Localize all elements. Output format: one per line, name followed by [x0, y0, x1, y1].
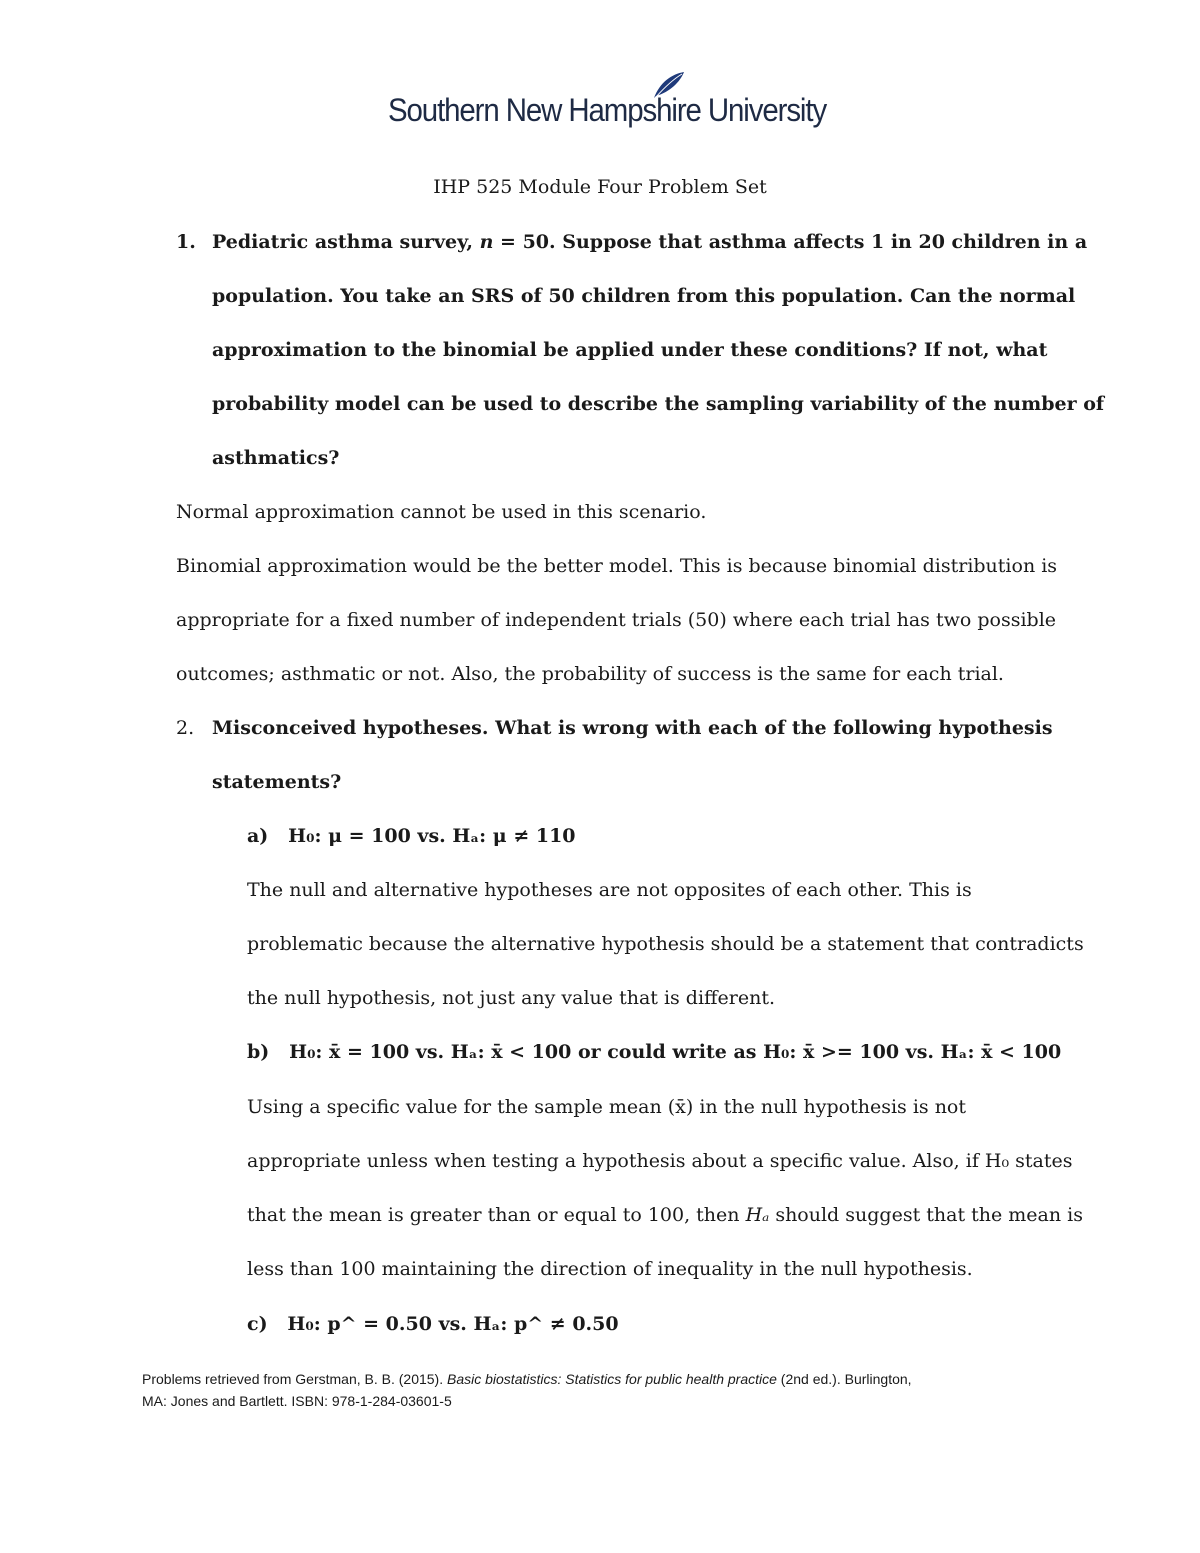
q2c-hypothesis: [247, 1297, 619, 1351]
q2a-hypothesis: [247, 809, 576, 863]
answer-line: outcomes; asthmatic or not. Also, the probability of success is the same for each trial.: [176, 663, 1004, 685]
footer-post: (2nd ed.). Burlington,: [776, 1371, 912, 1387]
answer-line: Binomial approximation would be the better model. This is because binomial distribution is: [176, 555, 1058, 577]
footer-pre: Problems retrieved from Gerstman, B. B. (2015).: [142, 1371, 447, 1387]
q2b-hypothesis: [247, 1025, 1061, 1079]
university-logo: [388, 70, 827, 140]
answer-line: The null and alternative hypotheses are not opposites of each other. This is: [247, 879, 972, 901]
answer-line: appropriate for a fixed number of independent trials (50) where each trial has two possible: [176, 609, 1057, 631]
q1-line: approximation to the binomial be applied under these conditions? If not, what: [212, 339, 1048, 361]
q2c-text: H₀: p^ = 0.50 vs. Hₐ: p^ ≠ 0.50: [287, 1313, 619, 1335]
answer-line: problematic because the alternative hypothesis should be a statement that contradicts: [247, 933, 1084, 955]
answer-line: Using a specific value for the sample mean (x̄) in the null hypothesis is not: [247, 1096, 967, 1118]
q2a-label: a): [247, 825, 269, 847]
answer-line: that the mean is greater than or equal to 100, then Hₐ should suggest that the mean is: [247, 1204, 1083, 1226]
q2a-text: H₀: μ = 100 vs. Hₐ: μ ≠ 110: [288, 825, 576, 847]
q2b-label: b): [247, 1041, 270, 1063]
q1-question: [212, 215, 1104, 485]
answer-line: appropriate unless when testing a hypothesis about a specific value. Also, if H₀ states: [247, 1150, 1073, 1172]
answer-line: the null hypothesis, not just any value that is different.: [247, 987, 776, 1009]
footer-line-2: MA: Jones and Bartlett. ISBN: 978-1-284-03601-5: [142, 1393, 452, 1409]
q1-line: population. You take an SRS of 50 children from this population. Can the normal: [212, 285, 1076, 307]
q2a-answer: [247, 863, 1084, 1025]
q1-answer: [176, 485, 1057, 701]
q2b-text: H₀: x̄ = 100 vs. Hₐ: x̄ < 100 or could write as H₀: x̄ >= 100 vs. Hₐ: x̄ < 100: [289, 1041, 1062, 1063]
q1-line: probability model can be used to describe the sampling variability of the number of: [212, 393, 1105, 415]
q2c-label: c): [247, 1313, 268, 1335]
logo-text: Southern New Hampshire University: [388, 92, 827, 128]
answer-line: Normal approximation cannot be used in this scenario.: [176, 501, 707, 523]
q2-line: statements?: [212, 771, 342, 793]
footer-book-title: Basic biostatistics: Statistics for public health practice: [447, 1371, 777, 1387]
answer-line: less than 100 maintaining the direction of inequality in the null hypothesis.: [247, 1258, 973, 1280]
q2-line: Misconceived hypotheses. What is wrong with each of the following hypothesis: [212, 717, 1053, 739]
q1-line: asthmatics?: [212, 447, 340, 469]
q1-line: Pediatric asthma survey, n = 50. Suppose that asthma affects 1 in 20 children in a: [212, 231, 1088, 253]
q2-question: [212, 701, 1053, 809]
q2-number: 2.: [176, 717, 195, 739]
q1-number: 1.: [176, 231, 196, 253]
q2b-answer: [247, 1080, 1083, 1296]
document-title: IHP 525 Module Four Problem Set: [433, 176, 767, 198]
footer-line-1: [142, 1368, 1062, 1390]
footer-citation: [142, 1368, 1062, 1412]
